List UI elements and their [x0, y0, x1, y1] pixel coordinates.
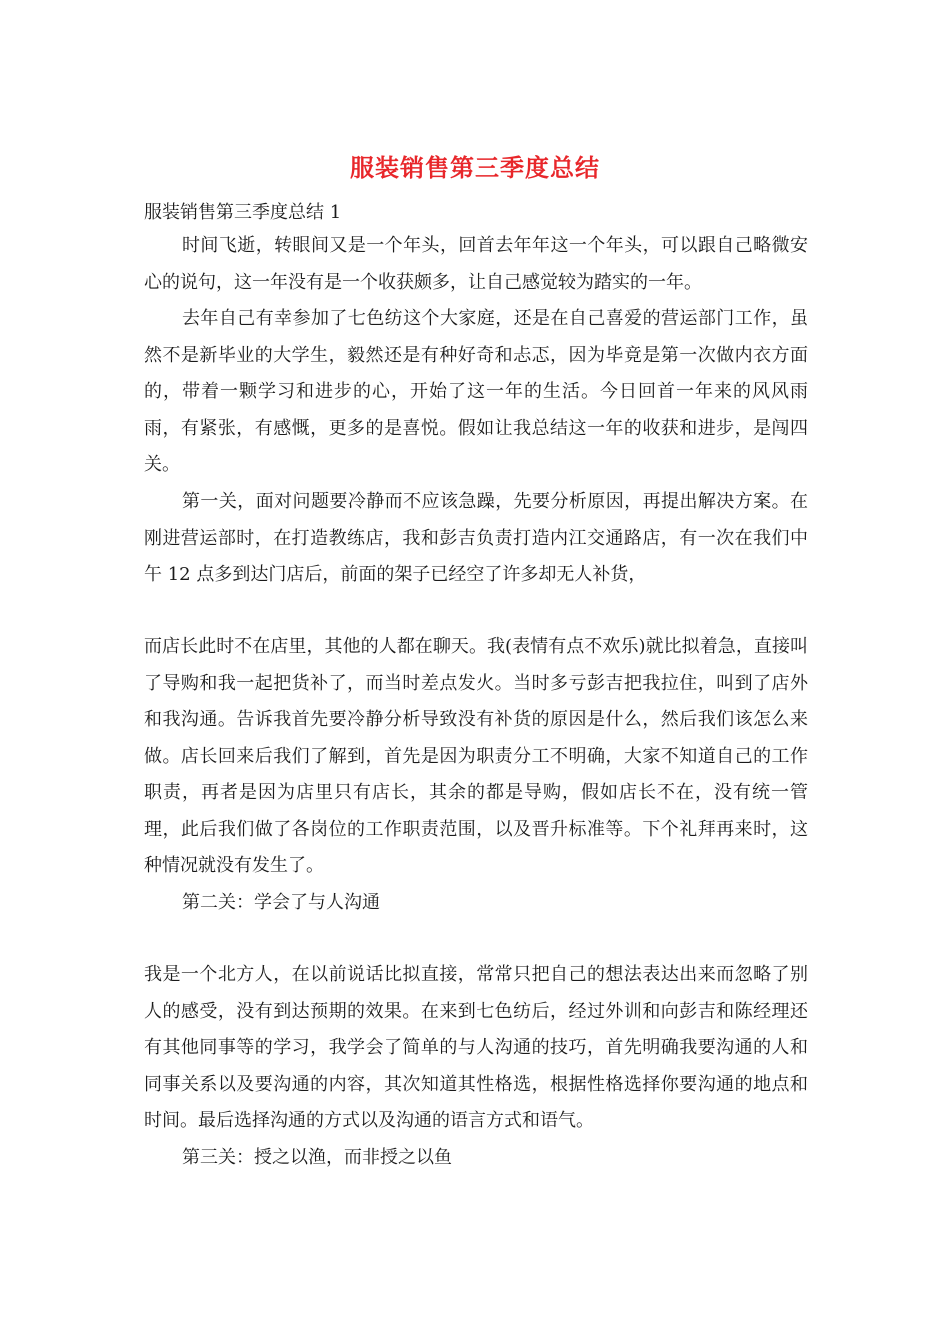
paragraph-communication: 我是一个北方人，在以前说话比拟直接，常常只把自己的想法表达出来而忽略了别人的感受，没有到达预期的效果。在来到七色纺后，经过外训和向彭吉和陈经理还有其他同事等的学习，我学会了简单的与人沟通的技巧，首先明确我要沟通的人和同事关系以及要沟通的内容，其次知道其性格选，根据性格选择你要沟通的地点和时间。最后选择沟通的方式以及沟通的语言方式和语气。: [144, 964, 808, 1131]
paragraph-first-pass-continued: 而店长此时不在店里，其他的人都在聊天。我(表情有点不欢乐)就比拟着急，直接叫了导购和我一起把货补了，而当时差点发火。当时多亏彭吉把我拉住，叫到了店外和我沟通。告诉我首先要冷静分析导致没有补货的原因是什么，然后我们该怎么来做。店长回来后我们了解到，首先是因为职责分工不明确，大家不知道自己的工作职责，再者是因为店里只有店长，其余的都是导购，假如店长不在，没有统一管理，此后我们做了各岗位的工作职责范围，以及晋升标准等。下个礼拜再来时，这种情况就没有发生了。: [144, 636, 808, 876]
paragraph-joining: 去年自己有幸参加了七色纺这个大家庭，还是在自己喜爱的营运部门工作，虽然不是新毕业的大学生，毅然还是有种好奇和忐忑，因为毕竟是第一次做内衣方面的，带着一颗学习和进步的心，开始了这一年的生活。今日回首一年来的风风雨雨，有紧张，有感慨，更多的是喜悦。假如让我总结这一年的收获和进步，是闯四关。: [144, 308, 808, 475]
section-heading: 服装销售第三季度总结 1: [144, 202, 342, 223]
paragraph-intro: 时间飞逝，转眼间又是一个年头，回首去年年这一个年头，可以跟自己略微安心的说句，这一年没有是一个收获颇多，让自己感觉较为踏实的一年。: [144, 235, 808, 293]
paragraph-second-pass-heading: 第二关：学会了与人沟通: [182, 892, 380, 913]
document-title: 服装销售第三季度总结: [350, 153, 600, 182]
paragraph-third-pass-heading: 第三关：授之以渔，而非授之以鱼: [182, 1147, 452, 1168]
paragraph-first-pass: 第一关，面对问题要冷静而不应该急躁，先要分析原因，再提出解决方案。在刚进营运部时，在打造教练店，我和彭吉负责打造内江交通路店，有一次在我们中午 12 点多到达门店后，前面的架子已经空了许多却无人补货，: [144, 491, 808, 585]
